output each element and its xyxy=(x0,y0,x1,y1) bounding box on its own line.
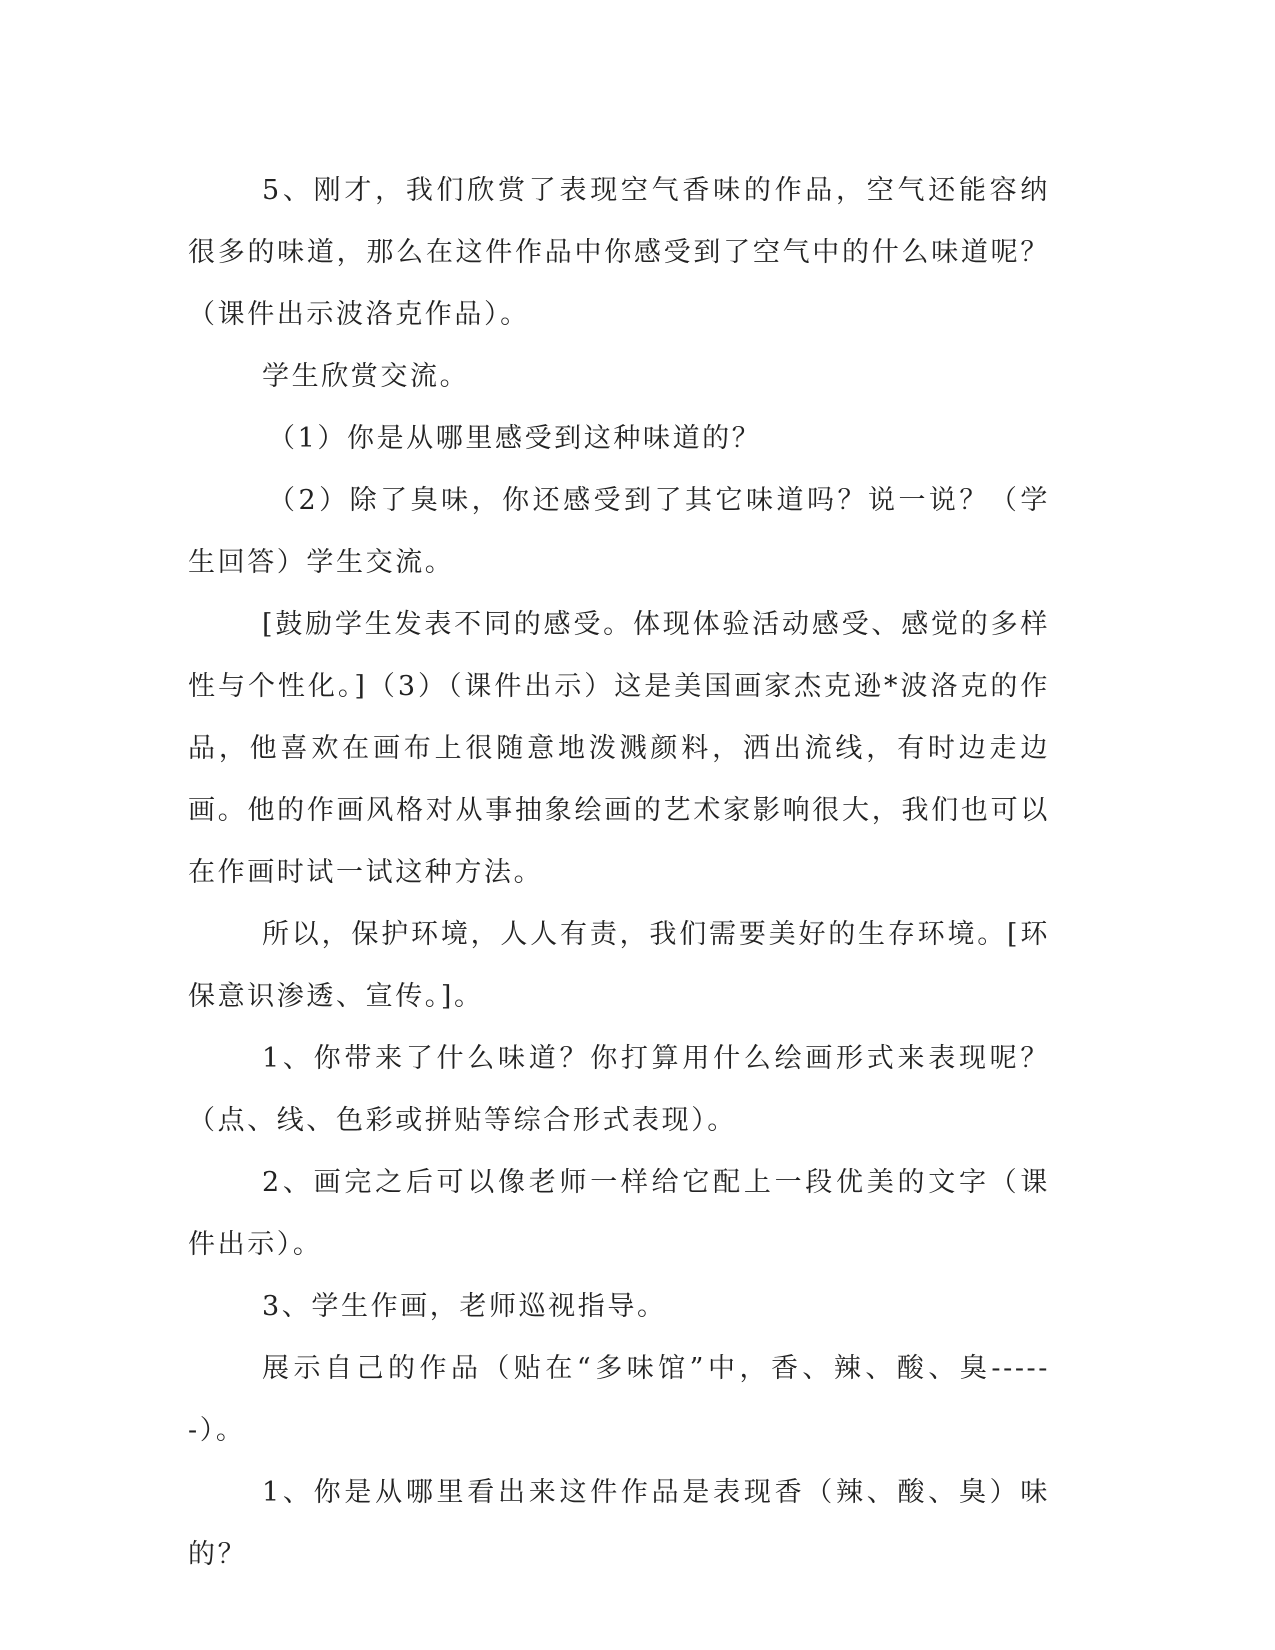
paragraph-8: 2、画完之后可以像老师一样给它配上一段优美的文字（课件出示）。 xyxy=(188,1167,1050,1260)
paragraph-7: 1、你带来了什么味道？你打算用什么绘画形式来表现呢？（点、线、色彩或拼贴等综合形式表现）。 xyxy=(188,1043,1050,1136)
paragraph-5: [鼓励学生发表不同的感受。体现体验活动感受、感觉的多样性与个性化。]（3）（课件出示）这是美国画家杰克逊*波洛克的作品，他喜欢在画布上很随意地泼溅颜料，洒出流线，有时边走边画。他的作画风格对从事抽象绘画的艺术家影响很大，我们也可以在作画时试一试这种方法。 xyxy=(188,609,1050,888)
paragraph-10: 展示自己的作品（贴在“多味馆”中，香、辣、酸、臭------）。 xyxy=(188,1353,1050,1446)
paragraph-11: 1、你是从哪里看出来这件作品是表现香（辣、酸、臭）味的？ xyxy=(188,1477,1050,1570)
paragraph-1: 5、刚才，我们欣赏了表现空气香味的作品，空气还能容纳很多的味道，那么在这件作品中你感受到了空气中的什么味道呢？（课件出示波洛克作品）。 xyxy=(188,175,1050,330)
paragraph-3: （1）你是从哪里感受到这种味道的？ xyxy=(268,423,762,454)
paragraph-4: （2）除了臭味，你还感受到了其它味道吗？说一说？（学生回答）学生交流。 xyxy=(188,485,1050,578)
paragraph-6: 所以，保护环境，人人有责，我们需要美好的生存环境。[环保意识渗透、宣传。]。 xyxy=(188,919,1050,1012)
paragraph-2: 学生欣赏交流。 xyxy=(262,361,470,392)
paragraph-9: 3、学生作画，老师巡视指导。 xyxy=(262,1291,667,1322)
document-body xyxy=(188,160,1050,1586)
